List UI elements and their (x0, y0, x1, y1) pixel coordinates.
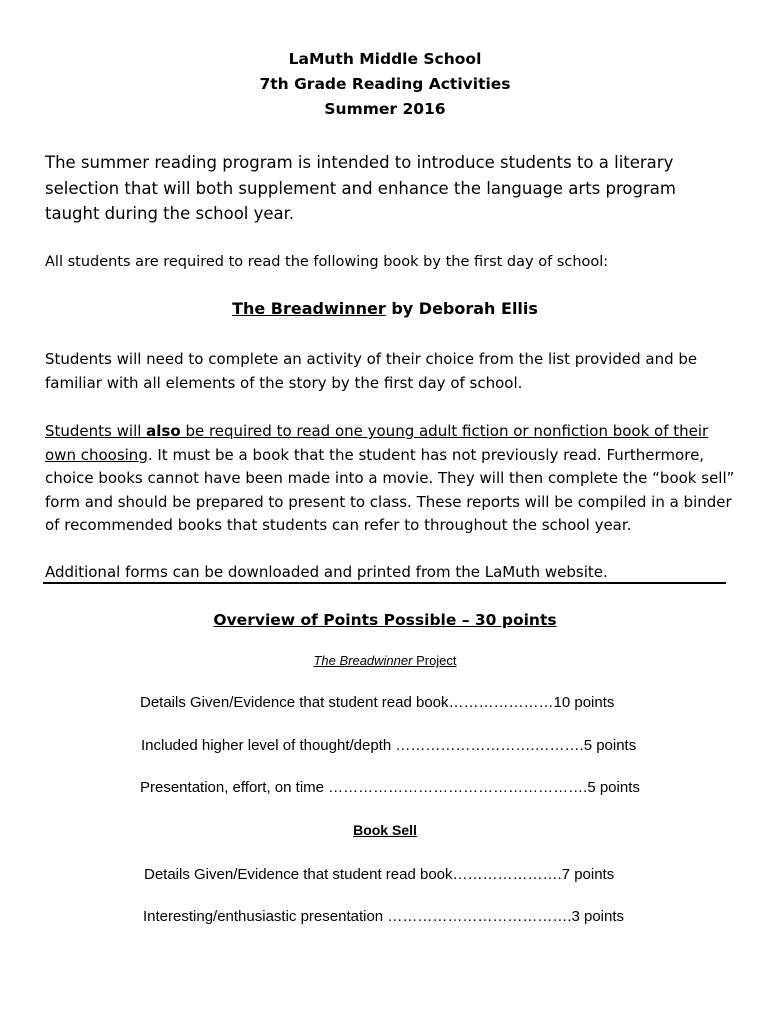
choice-book-details: . It must be a book that the student has not previously read. Furthermore, choice books cannot have been made into a movie. They will then complete the “book sell” form and should be prepared to present to class. These reports will be compiled in a binder of recommended books that students can refer to throughout the school year. (45, 445, 735, 535)
book-author: by Deborah Ellis (385, 299, 538, 318)
grade-activities-title: 7th Grade Reading Activities (259, 75, 511, 93)
choice-book-intro: Students will (45, 422, 147, 440)
divider-line (43, 582, 726, 584)
intro-paragraph: The summer reading program is intended to introduce students to a literary selection that will both supplement and enhance the language arts program taught during the school year. (45, 153, 676, 223)
document-header (0, 47, 770, 122)
project-section-heading (0, 653, 770, 668)
requirement-paragraph: All students are required to read the following book by the first day of school: (45, 254, 609, 270)
choice-book-requirement: be required to read one young adult fiction or nonfiction book of their own choosing (45, 422, 709, 464)
project-points-row: Details Given/Evidence that student read book…………………10 points (140, 694, 615, 711)
book-sell-points-row: Interesting/enthusiastic presentation ……………………………….3 points (143, 908, 625, 925)
also-emphasis: also (146, 422, 181, 440)
points-overview-heading: Overview of Points Possible – 30 points (213, 611, 557, 629)
additional-forms-note: Additional forms can be downloaded and printed from the LaMuth website. (45, 563, 608, 581)
book-sell-points-row: Details Given/Evidence that student read book………………….7 points (144, 866, 615, 883)
school-name: LaMuth Middle School (288, 50, 482, 68)
project-points-row: Presentation, effort, on time …………………………………………….5 points (140, 779, 640, 796)
choice-book-paragraph (45, 420, 735, 538)
term-label: Summer 2016 (324, 100, 446, 118)
project-book-title: The Breadwinner (313, 653, 413, 668)
project-label: Project (412, 653, 457, 668)
book-sell-heading: Book Sell (353, 822, 417, 838)
project-points-row: Included higher level of thought/depth ……………………….……….5 points (141, 737, 637, 754)
required-book (0, 299, 770, 318)
activity-paragraph: Students will need to complete an activity of their choice from the list provided and be familiar with all elements of the story by the first day of school. (45, 350, 698, 392)
book-title: The Breadwinner (232, 299, 386, 318)
